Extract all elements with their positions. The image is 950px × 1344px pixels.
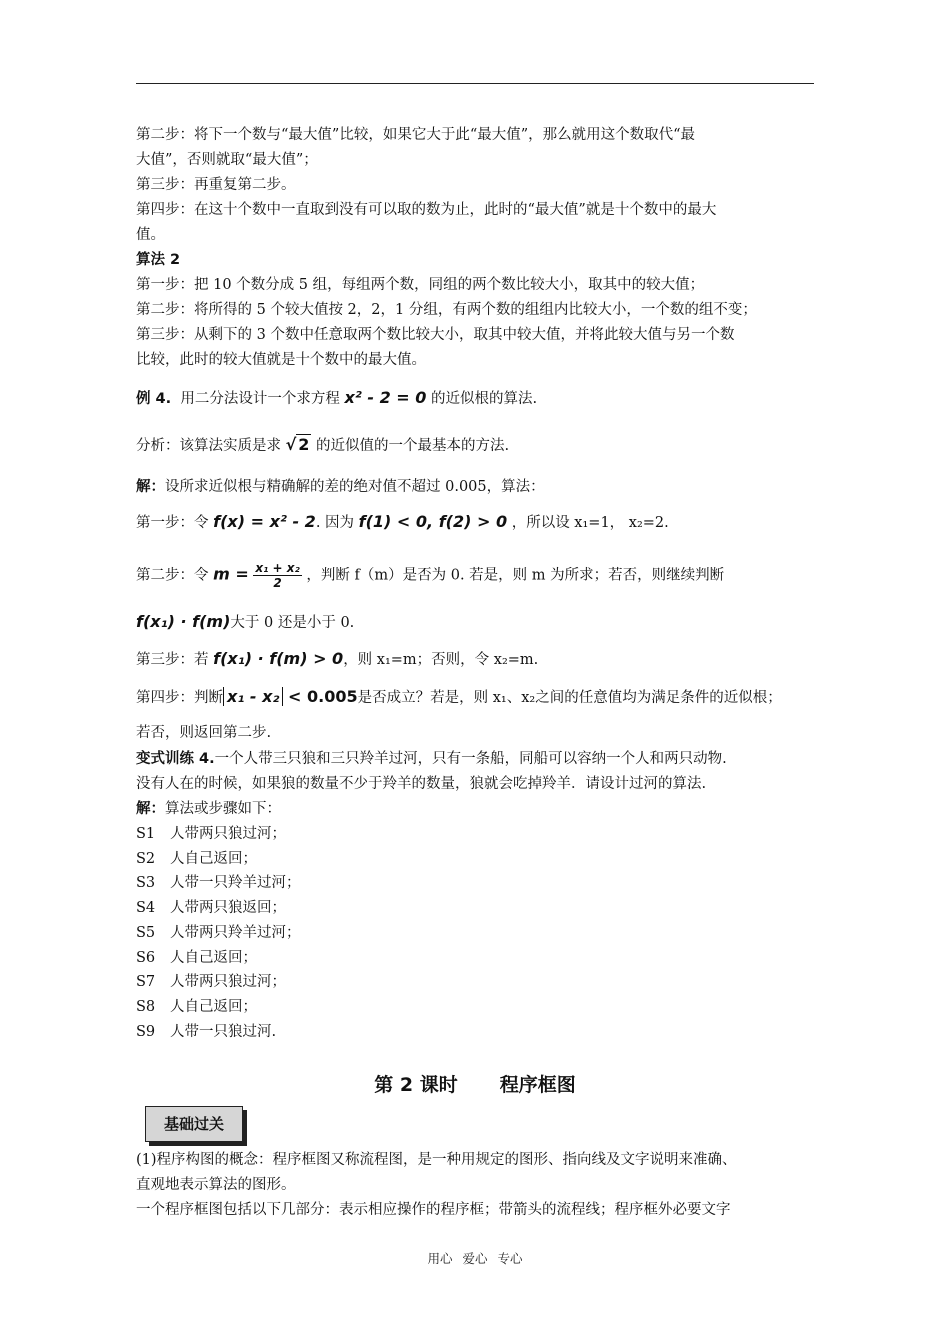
algo2-heading: 算法 2 [136,252,181,268]
product-expression: f(x₁) · f(m) [136,612,231,631]
step-id: S3 [136,875,156,892]
example4-step1: 第一步：令 f(x) = x² - 2. 因为 f(1) < 0, f(2) > 0 ，所以设 x₁=1， x₂=2. [136,512,669,531]
midpoint-fraction: $\frac{\text{x₁ + x₂}}{2}$ [255,561,300,590]
algo1-step2-line2: 大值”，否则就取“最大值”； [136,152,318,168]
example4-step3: 第三步：若 f(x₁) · f(m) > 0，则 x₁=m；否则，令 x₂=m. [136,649,539,668]
algo1-step3: 第三步：再重复第二步。 [136,177,296,193]
page-footer: 用心 爱心 专心 [427,1251,523,1266]
example4-step4: 第四步：判断 x₁ - x₂ < 0.005是否成立？若是，则 x₁、x₂之间的任意值均为满足条件的近似根； [136,687,782,706]
step-text: 人带两只羚羊过河； [170,924,301,941]
product-condition: f(x₁) · f(m) > 0 [213,649,344,668]
step-text: 人带一只狼过河. [170,1023,277,1040]
list-item [136,824,286,844]
step-text: 人带两只狼返回； [170,900,286,917]
algo1-step4-line2: 值。 [136,227,165,243]
example4-solution-intro: 解：设所求近似根与精确解的差的绝对值不超过 0.005，算法： [136,479,545,495]
example4-statement: 例 4. 用二分法设计一个求方程 x² - 2 = 0 的近似根的算法. [136,388,538,407]
step-text: 人自己返回； [170,998,257,1015]
step-id: S6 [136,949,156,966]
equation: x² - 2 = 0 [344,388,427,407]
step-id: S4 [136,900,156,917]
sqrt-expression: √ 2 [285,435,310,454]
step-text: 人带一只羚羊过河； [170,875,301,892]
function-definition: f(x) = x² - 2 [213,512,316,531]
lesson-para2: 一个程序框图包括以下几部分：表示相应操作的程序框；带箭头的流程线；程序框外必要文字 [136,1202,731,1218]
list-item [136,972,286,992]
step-id: S7 [136,974,156,991]
step-id: S5 [136,924,156,941]
list-item [136,849,257,869]
step-text: 人带两只狼过河； [170,974,286,991]
example4-analysis: 分析：该算法实质是求 √ 2 的近似值的一个最基本的方法. [136,435,510,454]
list-item [136,948,257,968]
step-id: S1 [136,826,156,842]
step-text: 人自己返回； [170,850,257,867]
lesson-para1-line1: (1)程序构图的概念：程序框图又称流程图，是一种用规定的图形、指向线及文字说明来准确、 [136,1152,737,1168]
example4-step2-cont: f(x₁) · f(m)大于 0 还是小于 0. [136,612,355,631]
lesson-title: 第 2 课时 程序框图 [374,1074,576,1096]
exercise4-statement-line2: 没有人在的时候，如果狼的数量不少于羚羊的数量，狼就会吃掉羚羊．请设计过河的算法. [136,776,707,792]
algo1-step4-line1: 第四步：在这十个数中一直取到没有可以取的数为止，此时的“最大值”就是十个数中的最大 [136,202,717,218]
exercise4-solution-intro: 解：算法或步骤如下： [136,801,281,817]
exercise4-statement-line1: 变式训练 4.一个人带三只狼和三只羚羊过河，只有一条船，同船可以容纳一个人和两只动物. [136,751,727,767]
step-text: 人自己返回； [170,949,257,966]
example4-step4-cont: 若否，则返回第二步. [136,725,272,741]
list-item [136,898,286,918]
example-label: 例 4. [136,391,172,407]
example4-step2: 第二步：令 m = $\frac{\text{x₁ + x₂}}{2}$ ，判断 f（m）是否为 0. 若是，则 m 为所求；若否，则继续判断 [136,561,725,590]
algo2-step3-line2: 比较，此时的较大值就是十个数中的最大值。 [136,352,426,368]
algo2-step1: 第一步：把 10 个数分成 5 组，每组两个数，同组的两个数比较大小，取其中的较大值； [136,277,705,293]
lesson-para1-line2: 直观地表示算法的图形。 [136,1177,296,1193]
algo1-step2-line1: 第二步：将下一个数与“最大值”比较，如果它大于此“最大值”，那么就用这个数取代“最 [136,127,696,143]
section-badge: 基础过关 [145,1106,243,1142]
algo2-step3-line1: 第三步：从剩下的 3 个数中任意取两个数比较大小，取其中较大值，并将此较大值与另一个数 [136,327,735,343]
exercise-label: 变式训练 4. [136,751,215,767]
abs-difference: x₁ - x₂ [223,687,283,706]
list-item [136,923,301,943]
step-id: S9 [136,1023,156,1040]
list-item [136,997,257,1017]
algo2-step2: 第二步：将所得的 5 个较大值按 2，2，1 分组，有两个数的组组内比较大小，一个数的组不变； [136,302,757,318]
sign-condition: f(1) < 0, f(2) > 0 [358,512,508,531]
header-rule [136,83,814,84]
step-text: 人带两只狼过河； [170,826,286,842]
list-item [136,873,301,893]
step-id: S2 [136,850,156,867]
list-item [136,1022,276,1042]
step-id: S8 [136,998,156,1015]
